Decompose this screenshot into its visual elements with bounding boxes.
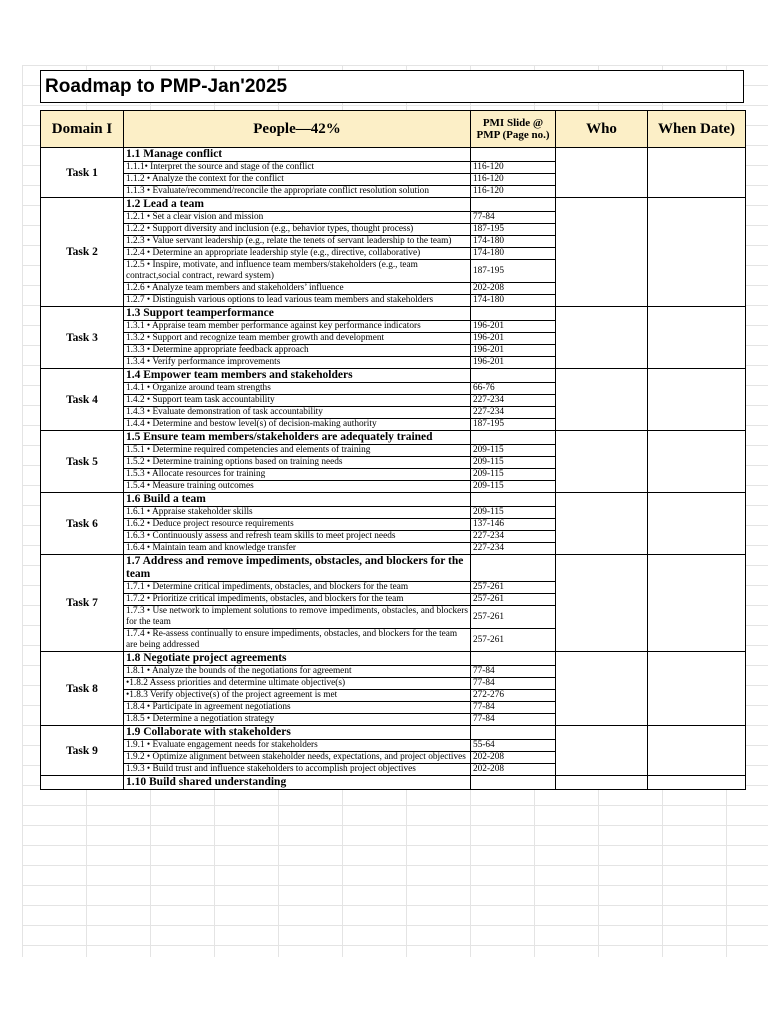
- task-item-cell[interactable]: 1.8.1 • Analyze the bounds of the negotiations for agreement: [124, 666, 471, 678]
- task-item-cell[interactable]: •1.8.3 Verify objective(s) of the project agreement is met: [124, 690, 471, 702]
- header-people[interactable]: People—42%: [124, 111, 471, 148]
- task-item-cell[interactable]: 1.6.4 • Maintain team and knowledge transfer: [124, 543, 471, 555]
- header-who[interactable]: Who: [556, 111, 648, 148]
- task-heading-row: [41, 431, 746, 445]
- task-item-cell[interactable]: 1.1.2 • Analyze the context for the conflict: [124, 174, 471, 186]
- task-item-cell[interactable]: 1.3.2 • Support and recognize team member growth and development: [124, 333, 471, 345]
- who-cell[interactable]: [556, 776, 648, 790]
- page-number-cell[interactable]: 227-234: [471, 531, 556, 543]
- section-heading-cell[interactable]: 1.4 Empower team members and stakeholders: [124, 369, 471, 383]
- header-pmi-slide[interactable]: PMI Slide @ PMP (Page no.): [471, 111, 556, 148]
- page-number-cell[interactable]: 187-195: [471, 260, 556, 283]
- task-item-cell[interactable]: 1.7.2 • Prioritize critical impediments, obstacles, and blockers for the team: [124, 594, 471, 606]
- task-heading-row: [41, 555, 746, 582]
- task-item-cell[interactable]: 1.9.1 • Evaluate engagement needs for stakeholders: [124, 740, 471, 752]
- task-label-cell[interactable]: Task 9: [41, 726, 124, 776]
- page-cell-empty[interactable]: [471, 493, 556, 507]
- page-number-cell[interactable]: 116-120: [471, 186, 556, 198]
- section-heading-cell[interactable]: 1.9 Collaborate with stakeholders: [124, 726, 471, 740]
- task-item-cell[interactable]: 1.9.3 • Build trust and influence stakeholders to accomplish project objectives: [124, 764, 471, 776]
- task-heading-row: [41, 148, 746, 162]
- task-item-cell[interactable]: 1.2.4 • Determine an appropriate leadership style (e.g., directive, collaborative): [124, 248, 471, 260]
- who-cell[interactable]: [556, 198, 648, 307]
- when-date-cell[interactable]: [648, 148, 746, 198]
- task-item-cell[interactable]: 1.6.1 • Appraise stakeholder skills: [124, 507, 471, 519]
- section-heading-cell[interactable]: 1.5 Ensure team members/stakeholders are adequately trained: [124, 431, 471, 445]
- task-item-cell[interactable]: 1.6.3 • Continuously assess and refresh team skills to meet project needs: [124, 531, 471, 543]
- section-heading-cell[interactable]: 1.3 Support teamperformance: [124, 307, 471, 321]
- page-number-cell[interactable]: 202-208: [471, 283, 556, 295]
- task-item-cell[interactable]: 1.7.3 • Use network to implement solutions to remove impediments, obstacles, and blockers for the team: [124, 606, 471, 629]
- page-cell-empty[interactable]: [471, 198, 556, 212]
- page-title: Roadmap to PMP-Jan'2025: [45, 76, 288, 97]
- task-label-cell[interactable]: Task 3: [41, 307, 124, 369]
- header-domain[interactable]: Domain I: [41, 111, 124, 148]
- task-item-cell[interactable]: 1.2.3 • Value servant leadership (e.g., relate the tenets of servant leadership to the team): [124, 236, 471, 248]
- task-item-cell[interactable]: 1.1.1• Interpret the source and stage of the conflict: [124, 162, 471, 174]
- page-number-cell[interactable]: 55-64: [471, 740, 556, 752]
- page-number-cell[interactable]: 227-234: [471, 543, 556, 555]
- when-date-cell[interactable]: [648, 198, 746, 307]
- header-when-date[interactable]: When Date): [648, 111, 746, 148]
- page-cell-empty[interactable]: [471, 431, 556, 445]
- task-label-cell[interactable]: Task 5: [41, 431, 124, 493]
- page-number-cell[interactable]: 116-120: [471, 174, 556, 186]
- task-item-cell[interactable]: 1.4.2 • Support team task accountability: [124, 395, 471, 407]
- page-cell-empty[interactable]: [471, 776, 556, 790]
- task-item-cell[interactable]: 1.2.6 • Analyze team members and stakeholders’ influence: [124, 283, 471, 295]
- page-number-cell[interactable]: 187-195: [471, 419, 556, 431]
- task-item-cell[interactable]: •1.8.2 Assess priorities and determine ultimate objective(s): [124, 678, 471, 690]
- task-item-cell[interactable]: 1.8.4 • Participate in agreement negotiations: [124, 702, 471, 714]
- page-cell-empty[interactable]: [471, 652, 556, 666]
- when-date-cell[interactable]: [648, 726, 746, 776]
- who-cell[interactable]: [556, 431, 648, 493]
- task-item-cell[interactable]: 1.7.4 • Re-assess continually to ensure impediments, obstacles, and blockers for the team are being addressed: [124, 629, 471, 652]
- page-number-cell[interactable]: 77-84: [471, 702, 556, 714]
- task-label-cell[interactable]: Task 1: [41, 148, 124, 198]
- page-number-cell[interactable]: 257-261: [471, 606, 556, 629]
- page-number-cell[interactable]: 196-201: [471, 357, 556, 369]
- section-heading-cell[interactable]: 1.6 Build a team: [124, 493, 471, 507]
- page-number-cell[interactable]: 209-115: [471, 457, 556, 469]
- page-number-cell[interactable]: 77-84: [471, 666, 556, 678]
- page-number-cell[interactable]: 257-261: [471, 582, 556, 594]
- task-label-cell[interactable]: Task 2: [41, 198, 124, 307]
- who-cell[interactable]: [556, 493, 648, 555]
- task-item-cell[interactable]: 1.5.4 • Measure training outcomes: [124, 481, 471, 493]
- page-number-cell[interactable]: 257-261: [471, 594, 556, 606]
- task-heading-row: [41, 198, 746, 212]
- section-heading-cell[interactable]: 1.7 Address and remove impediments, obstacles, and blockers for the team: [124, 555, 471, 582]
- task-label-cell[interactable]: Task 4: [41, 369, 124, 431]
- page-number-cell[interactable]: 202-208: [471, 764, 556, 776]
- page-number-cell[interactable]: 77-84: [471, 212, 556, 224]
- task-item-cell[interactable]: 1.1.3 • Evaluate/recommend/reconcile the appropriate conflict resolution solution: [124, 186, 471, 198]
- section-heading-cell[interactable]: 1.10 Build shared understanding: [124, 776, 471, 790]
- task-item-cell[interactable]: 1.4.4 • Determine and bestow level(s) of decision-making authority: [124, 419, 471, 431]
- page-cell-empty[interactable]: [471, 726, 556, 740]
- page-number-cell[interactable]: 202-208: [471, 752, 556, 764]
- who-cell[interactable]: [556, 307, 648, 369]
- when-date-cell[interactable]: [648, 776, 746, 790]
- page-number-cell[interactable]: 196-201: [471, 345, 556, 357]
- section-heading-cell[interactable]: 1.2 Lead a team: [124, 198, 471, 212]
- task-item-cell[interactable]: 1.4.1 • Organize around team strengths: [124, 383, 471, 395]
- task-heading-row: [41, 726, 746, 740]
- page-number-cell[interactable]: 77-84: [471, 678, 556, 690]
- task-item-cell[interactable]: 1.3.3 • Determine appropriate feedback approach: [124, 345, 471, 357]
- page-number-cell[interactable]: 209-115: [471, 469, 556, 481]
- task-label-cell[interactable]: Task 6: [41, 493, 124, 555]
- page-number-cell[interactable]: 196-201: [471, 321, 556, 333]
- page-number-cell[interactable]: 174-180: [471, 236, 556, 248]
- task-item-cell[interactable]: 1.2.7 • Distinguish various options to lead various team members and stakeholders: [124, 295, 471, 307]
- page-number-cell[interactable]: 196-201: [471, 333, 556, 345]
- task-item-cell[interactable]: 1.2.5 • Inspire, motivate, and influence team members/stakeholders (e.g., team contract,social contract, reward system): [124, 260, 471, 283]
- page-number-cell[interactable]: 209-115: [471, 481, 556, 493]
- header-row: [41, 111, 746, 148]
- task-item-cell[interactable]: 1.5.1 • Determine required competencies and elements of training: [124, 445, 471, 457]
- who-cell[interactable]: [556, 369, 648, 431]
- task-item-cell[interactable]: 1.9.2 • Optimize alignment between stakeholder needs, expectations, and project objectives: [124, 752, 471, 764]
- task-item-cell[interactable]: 1.2.2 • Support diversity and inclusion (e.g., behavior types, thought process): [124, 224, 471, 236]
- task-item-cell[interactable]: 1.5.2 • Determine training options based on training needs: [124, 457, 471, 469]
- page-number-cell[interactable]: 209-115: [471, 507, 556, 519]
- page-number-cell[interactable]: 227-234: [471, 395, 556, 407]
- task-item-cell[interactable]: 1.5.3 • Allocate resources for training: [124, 469, 471, 481]
- page-number-cell[interactable]: 66-76: [471, 383, 556, 395]
- title-cell[interactable]: [40, 70, 744, 103]
- task-heading-row: [41, 493, 746, 507]
- page-number-cell[interactable]: 174-180: [471, 295, 556, 307]
- task-heading-row: [41, 307, 746, 321]
- roadmap-table: [40, 110, 746, 790]
- when-date-cell[interactable]: [648, 493, 746, 555]
- who-cell[interactable]: [556, 726, 648, 776]
- page-number-cell[interactable]: 137-146: [471, 519, 556, 531]
- task-heading-row: [41, 776, 746, 790]
- page-number-cell[interactable]: 174-180: [471, 248, 556, 260]
- task-item-cell[interactable]: 1.2.1 • Set a clear vision and mission: [124, 212, 471, 224]
- when-date-cell[interactable]: [648, 431, 746, 493]
- when-date-cell[interactable]: [648, 307, 746, 369]
- section-heading-cell[interactable]: 1.1 Manage conflict: [124, 148, 471, 162]
- page-cell-empty[interactable]: [471, 307, 556, 321]
- task-label-cell[interactable]: [41, 776, 124, 790]
- page-cell-empty[interactable]: [471, 555, 556, 582]
- task-item-cell[interactable]: 1.3.4 • Verify performance improvements: [124, 357, 471, 369]
- task-item-cell[interactable]: 1.4.3 • Evaluate demonstration of task accountability: [124, 407, 471, 419]
- when-date-cell[interactable]: [648, 652, 746, 726]
- who-cell[interactable]: [556, 148, 648, 198]
- page-number-cell[interactable]: 227-234: [471, 407, 556, 419]
- section-heading-cell[interactable]: 1.8 Negotiate project agreements: [124, 652, 471, 666]
- task-label-cell[interactable]: Task 8: [41, 652, 124, 726]
- who-cell[interactable]: [556, 652, 648, 726]
- task-item-cell[interactable]: 1.3.1 • Appraise team member performance against key performance indicators: [124, 321, 471, 333]
- task-heading-row: [41, 369, 746, 383]
- when-date-cell[interactable]: [648, 369, 746, 431]
- task-heading-row: [41, 652, 746, 666]
- page-cell-empty[interactable]: [471, 148, 556, 162]
- task-item-cell[interactable]: 1.6.2 • Deduce project resource requirements: [124, 519, 471, 531]
- page-cell-empty[interactable]: [471, 369, 556, 383]
- page-number-cell[interactable]: 257-261: [471, 629, 556, 652]
- task-item-cell[interactable]: 1.7.1 • Determine critical impediments, obstacles, and blockers for the team: [124, 582, 471, 594]
- page-number-cell[interactable]: 77-84: [471, 714, 556, 726]
- task-label-cell[interactable]: Task 7: [41, 555, 124, 652]
- page-number-cell[interactable]: 116-120: [471, 162, 556, 174]
- when-date-cell[interactable]: [648, 555, 746, 652]
- page-number-cell[interactable]: 272-276: [471, 690, 556, 702]
- page-number-cell[interactable]: 209-115: [471, 445, 556, 457]
- page-number-cell[interactable]: 187-195: [471, 224, 556, 236]
- who-cell[interactable]: [556, 555, 648, 652]
- task-item-cell[interactable]: 1.8.5 • Determine a negotiation strategy: [124, 714, 471, 726]
